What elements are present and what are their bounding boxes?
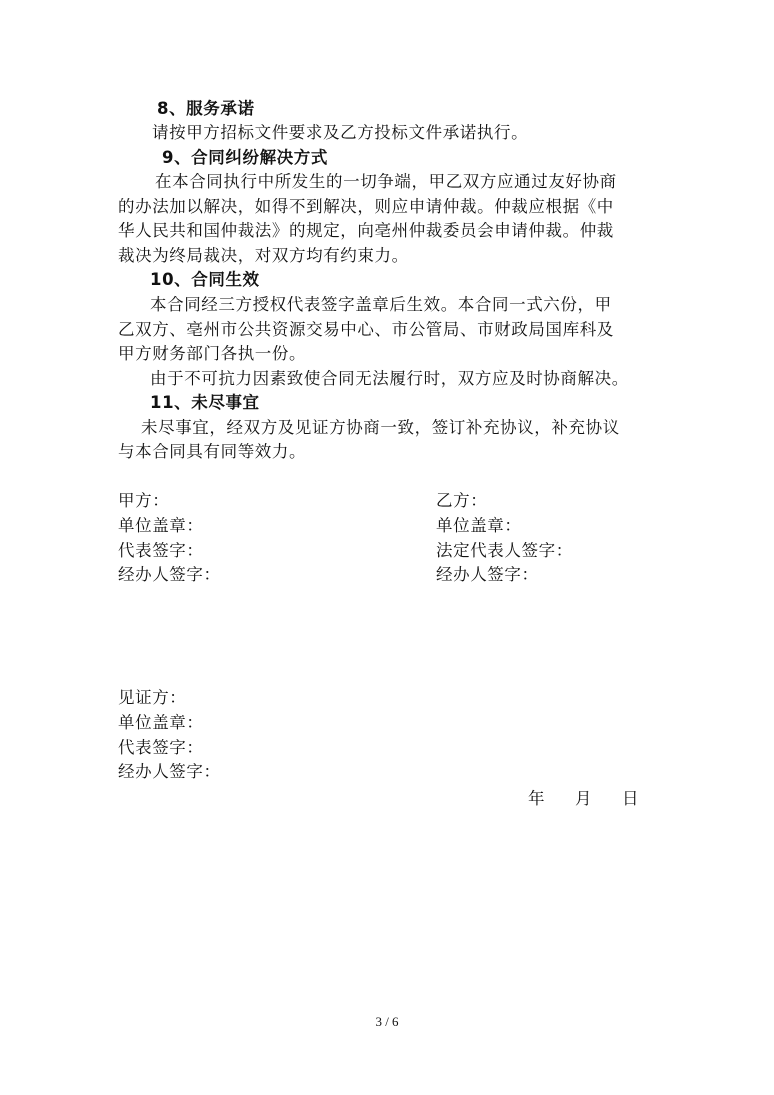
section-10-line-4: 由于不可抗力因素致使合同无法履行时，双方应及时协商解决。 xyxy=(150,369,629,388)
date-day: 日 xyxy=(622,789,639,808)
witness-label: 见证方： xyxy=(118,688,187,707)
section-9-line-4: 裁决为终局裁决，对双方均有约束力。 xyxy=(118,246,409,265)
party-a-seal: 单位盖章： xyxy=(118,516,204,535)
section-11-heading: 11、未尽事宜 xyxy=(150,393,260,412)
party-a-label: 甲方： xyxy=(118,491,170,510)
party-b-label: 乙方： xyxy=(436,491,488,510)
witness-handler-sign: 经办人签字： xyxy=(118,762,221,781)
page-number: 3 / 6 xyxy=(375,1014,399,1029)
section-10-line-1: 本合同经三方授权代表签字盖章后生效。本合同一式六份，甲 xyxy=(150,295,612,314)
section-9-heading: 9、合同纠纷解决方式 xyxy=(162,148,328,167)
section-10-line-3: 甲方财务部门各执一份。 xyxy=(118,344,307,363)
section-9-line-2: 的办法加以解决，如得不到解决，则应申请仲裁。仲裁应根据《中 xyxy=(118,197,614,216)
party-a-rep-sign: 代表签字： xyxy=(118,541,204,560)
section-9-line-3: 华人民共和国仲裁法》的规定，向亳州仲裁委员会申请仲裁。仲裁 xyxy=(118,221,614,240)
section-10-heading: 10、合同生效 xyxy=(150,270,260,289)
date-year: 年 xyxy=(528,789,545,808)
party-b-seal: 单位盖章： xyxy=(436,516,522,535)
party-b-legal-rep-sign: 法定代表人签字： xyxy=(436,541,573,560)
section-10-line-2: 乙双方、亳州市公共资源交易中心、市公管局、市财政局国库科及 xyxy=(118,320,614,339)
section-11-line-1: 未尽事宜，经双方及见证方协商一致，签订补充协议，补充协议 xyxy=(141,418,620,437)
section-11-line-2: 与本合同具有同等效力。 xyxy=(118,442,307,461)
section-8-heading: 8、服务承诺 xyxy=(157,99,255,118)
party-a-handler-sign: 经办人签字： xyxy=(118,565,221,584)
party-b-handler-sign: 经办人签字： xyxy=(436,565,539,584)
section-8-line-1: 请按甲方招标文件要求及乙方投标文件承诺执行。 xyxy=(152,123,529,142)
witness-seal: 单位盖章： xyxy=(118,713,204,732)
section-9-line-1: 在本合同执行中所发生的一切争端，甲乙双方应通过友好协商 xyxy=(155,172,617,191)
witness-rep-sign: 代表签字： xyxy=(118,738,204,757)
date-month: 月 xyxy=(575,789,592,808)
